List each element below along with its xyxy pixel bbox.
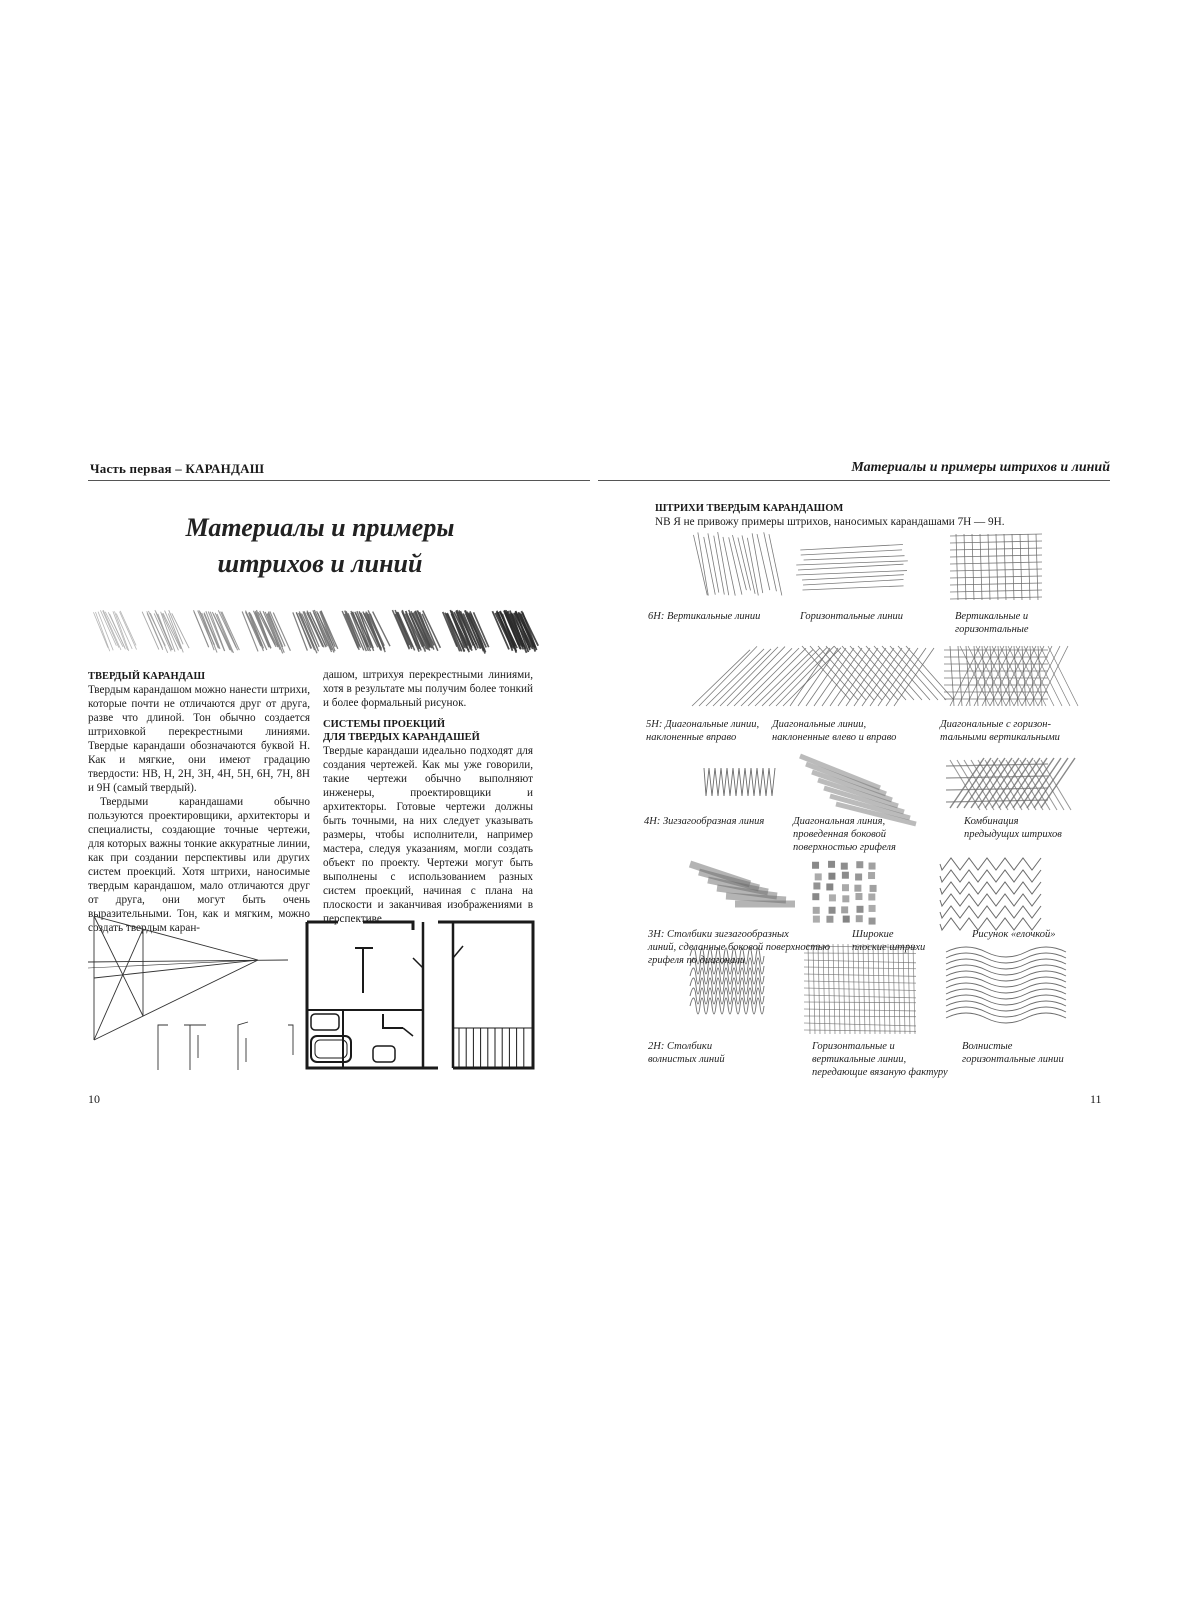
caption-3h-line3: грифеля по диагонали	[648, 955, 746, 966]
pencil-swatch-3	[193, 610, 239, 653]
caption-side-line3: поверхностью грифеля	[793, 842, 896, 853]
caption-2h-line2: волнистых линий	[648, 1054, 725, 1065]
caption-wide-flat	[852, 928, 925, 954]
left-second-column	[323, 668, 533, 926]
right-running-header: Материалы и примеры штрихов и линий	[851, 460, 1110, 475]
right-section-heading: ШТРИХИ ТВЕРДЫМ КАРАНДАШОМ	[655, 503, 844, 514]
projection-heading-line2: ДЛЯ ТВЕРДЫХ КАРАНДАШЕЙ	[323, 732, 480, 743]
hard-pencil-para1: Твердым карандашом можно нанести штрихи, которые почти не отличаются друг от друга, разве что длиной. Тон обычно создается штриховкой перекрестными линиями. Твердые карандаши обозначаются буквой H. Как и мягкие, они имеют градацию твердости: HB, H, 2H, 3H, 4H, 5H, 6H, 7H, 8H и 9H (самый твердый).	[88, 684, 310, 794]
caption-wide-line2: плоские штрихи	[852, 942, 926, 953]
perspective-drawing	[88, 910, 298, 1070]
caption-2h-wavy-columns	[648, 1040, 725, 1066]
pencil-swatch-strip	[88, 604, 558, 664]
caption-side-stroke	[793, 815, 896, 854]
example-side-lead-diagonal	[800, 756, 916, 824]
example-diagonal-crosshatch	[790, 646, 954, 706]
caption-side-line2: проведенная боковой	[793, 829, 887, 840]
pencil-swatch-7	[392, 610, 440, 652]
caption-knit-line3: передающие вязаную фактуру	[812, 1067, 948, 1078]
left-running-header: Часть первая – КАРАНДАШ	[90, 461, 265, 476]
caption-dhv-line1: Диагональные с горизон-	[940, 719, 1051, 730]
hard-pencil-heading: ТВЕРДЫЙ КАРАНДАШ	[88, 671, 205, 682]
caption-comb-line2: предыдущих штрихов	[964, 829, 1062, 840]
caption-2h-line1: 2H: Столбики	[648, 1041, 713, 1052]
caption-4h-zigzag: 4H: Зигзагообразная линия	[644, 816, 765, 827]
caption-diag-left-right	[772, 718, 896, 744]
example-4h-zigzag	[704, 768, 775, 796]
pencil-swatch-2	[142, 610, 189, 653]
caption-herringbone: Рисунок «елочкой»	[972, 929, 1056, 940]
example-wide-flat-strokes	[812, 861, 877, 925]
caption-knit-line1: Горизонтальные и	[812, 1041, 895, 1052]
caption-dhv-line2: тальными вертикальными	[940, 732, 1060, 743]
caption-3h-line2: линий, сделанные боковой поверхностью	[648, 942, 831, 953]
right-page-number: 11	[1090, 1092, 1102, 1106]
example-3h-zigzag-columns	[690, 864, 795, 904]
caption-wide-line1: Широкие	[852, 929, 894, 940]
page-title	[140, 510, 500, 582]
caption-wavy-line2: горизонтальные линии	[962, 1054, 1064, 1065]
caption-6h-vertical: 6H: Вертикальные линии	[648, 611, 761, 622]
floor-plan-drawing	[303, 918, 538, 1073]
pencil-swatch-5	[293, 610, 338, 653]
caption-diag-horiz-vert	[940, 718, 1060, 744]
example-herringbone	[940, 858, 1041, 930]
caption-vert-horiz-line2: горизонтальные	[955, 624, 1029, 635]
pencil-swatch-9	[492, 610, 538, 653]
pencil-swatch-8	[443, 610, 489, 654]
caption-knit-line2: вертикальные линии,	[812, 1054, 907, 1065]
caption-wavy-horizontal	[962, 1040, 1064, 1066]
example-diagonal-horizontal-vertical	[944, 646, 1078, 706]
right-note: NB Я не привожу примеры штрихов, наносимых карандашами 7H — 9H.	[655, 516, 1005, 528]
caption-combination	[964, 815, 1062, 841]
caption-5h-line1: 5H: Диагональные линии,	[646, 719, 760, 730]
projection-body: Твердые карандаши идеально подходят для создания чертежей. Как мы уже говорили, такие чертежи обычно выполняют инженеры, проектировщики и архитекторы. Готовые чертежи должны быть точными, на них следует указывать размеры, чтобы исполнители, например мастера, следуя указаниям, могли создать объект по проекту. Чертежи могут быть выполнены с использованием разных систем проекций, начиная с плана на плоскости и заканчивая изображениями в перспективе.	[323, 745, 533, 925]
projection-heading	[323, 718, 533, 744]
caption-vert-horiz-line1: Вертикальные и	[955, 611, 1029, 622]
page-title-line2: штрихов и линий	[217, 549, 423, 578]
pencil-swatch-4	[242, 610, 290, 653]
caption-side-line1: Диагональная линия,	[793, 816, 886, 827]
page-title-line1: Материалы и примеры	[185, 513, 455, 542]
caption-comb-line1: Комбинация	[964, 816, 1019, 827]
caption-horizontal: Горизонтальные линии	[800, 611, 904, 622]
left-page-number: 10	[88, 1092, 100, 1106]
caption-vert-horiz	[955, 610, 1029, 636]
example-combination	[946, 758, 1075, 810]
right-header-rule	[598, 480, 1110, 481]
caption-diag-lr-line1: Диагональные линии,	[772, 719, 867, 730]
caption-3h-line1: 3H: Столбики зигзагообразных	[648, 929, 789, 940]
caption-5h-line2: наклоненные вправо	[646, 732, 737, 743]
caption-5h-diag-right	[646, 718, 759, 744]
pencil-swatch-6	[342, 610, 390, 652]
example-6h-vertical-lines	[693, 532, 781, 596]
caption-diag-lr-line2: наклоненные влево и вправо	[772, 732, 897, 743]
hard-pencil-body	[88, 683, 310, 935]
pencil-swatch-1	[93, 610, 136, 651]
example-horizontal-lines	[796, 545, 908, 590]
caption-3h-zigzag-columns	[648, 928, 830, 967]
projection-heading-line1: СИСТЕМЫ ПРОЕКЦИЙ	[323, 719, 445, 730]
hard-pencil-para2-cont: дашом, штрихуя перекрестными линиями, хотя в результате мы получим более тонкий и более формальный рисунок.	[323, 669, 533, 709]
example-vertical-horizontal-grid	[950, 534, 1042, 600]
example-wavy-horizontal	[946, 947, 1066, 1023]
stroke-example-drawings	[640, 528, 1100, 988]
hard-pencil-section	[88, 670, 310, 935]
hard-pencil-para2: Твердыми карандашами обычно пользуются проектировщики, архитекторы и специалисты, создающие точные чертежи, для которых важны тонкие аккуратные линии, как при создании перспективы или других систем проекций. Хотя штрихи, наносимые твердым карандашом, мало отличаются друг от друга, они могут быть очень выразительными. Тон, как и мягким, можно создать твердым каран-	[88, 796, 310, 934]
caption-knit-texture	[812, 1040, 948, 1079]
left-header-rule	[88, 480, 590, 481]
caption-wavy-line1: Волнистые	[962, 1041, 1013, 1052]
